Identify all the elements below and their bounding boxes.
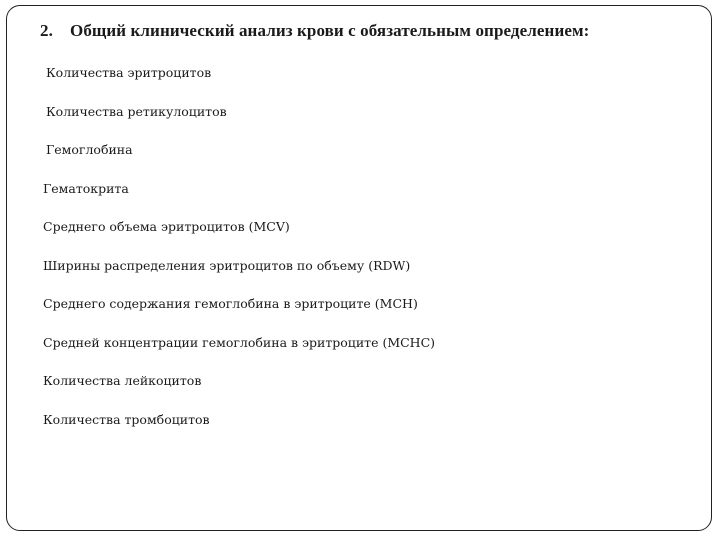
section-heading bbox=[40, 21, 589, 41]
list-item: Количества тромбоцитов bbox=[43, 412, 210, 427]
list-item: Среднего объема эритроцитов (MCV) bbox=[43, 219, 290, 234]
list-item: Среднего содержания гемоглобина в эритроците (MCH) bbox=[43, 296, 418, 311]
list-item: Ширины распределения эритроцитов по объему (RDW) bbox=[43, 258, 411, 273]
list-item: Количества эритроцитов bbox=[46, 65, 212, 80]
section-title: Общий клинический анализ крови с обязательным определением: bbox=[70, 21, 590, 40]
list-item: Средней концентрации гемоглобина в эритроците (MCHC) bbox=[43, 335, 436, 350]
list-item: Количества ретикулоцитов bbox=[46, 104, 227, 119]
section-number: 2. bbox=[40, 21, 53, 40]
list-item: Количества лейкоцитов bbox=[43, 373, 202, 388]
list-item: Гемоглобина bbox=[46, 142, 133, 157]
list-item: Гематокрита bbox=[43, 181, 129, 196]
